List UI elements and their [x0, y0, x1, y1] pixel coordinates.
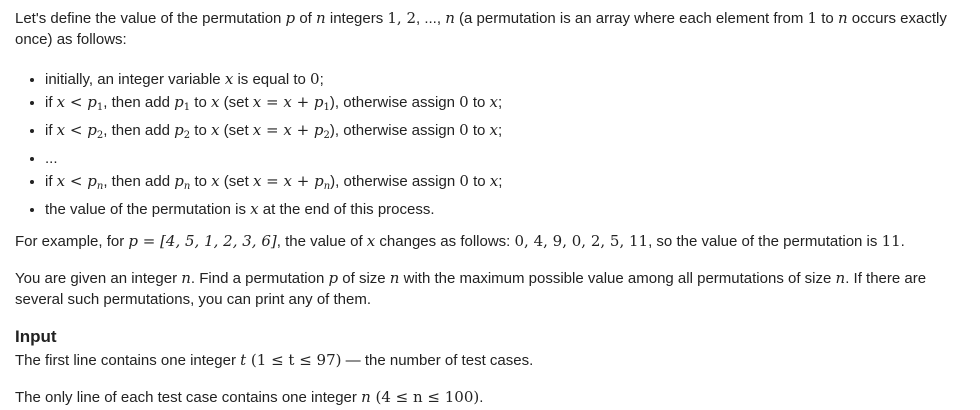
- example-paragraph: [15, 231, 970, 252]
- math-range: (4 ≤ n ≤ 100): [370, 388, 480, 406]
- text: , so the value of the permutation is: [648, 233, 882, 250]
- math-expression: x = x + p: [252, 172, 324, 190]
- text: occurs exactly once) as follows:: [15, 10, 947, 48]
- text: the value of the permutation is: [45, 201, 251, 218]
- text: You are given an integer: [15, 270, 182, 287]
- list-item: [45, 170, 970, 198]
- math-var: p: [87, 93, 97, 111]
- text: to: [190, 122, 211, 139]
- text: ;: [319, 71, 324, 88]
- text: to: [190, 94, 211, 111]
- text: The only line of each test case contains one integer: [15, 389, 362, 406]
- math-var: p: [285, 9, 296, 27]
- math-var: p: [87, 121, 97, 139]
- math-subscript: 1: [323, 102, 330, 113]
- math-var: x: [56, 172, 66, 190]
- math-expression: x = x + p: [252, 93, 324, 111]
- math-subscript: n: [323, 181, 331, 192]
- math-subscript: 2: [96, 130, 104, 141]
- text: (set: [219, 122, 253, 139]
- math-var: x: [250, 200, 259, 218]
- list-item: [45, 147, 970, 170]
- text: to: [468, 122, 490, 139]
- text: .: [479, 389, 484, 406]
- text: For example, for: [15, 233, 129, 250]
- list-item: [45, 119, 970, 147]
- math-var: x: [210, 93, 220, 111]
- list-item: [45, 91, 970, 119]
- text: . Find a permutation: [190, 270, 329, 287]
- math-subscript: n: [183, 181, 191, 192]
- list-item: [45, 68, 970, 91]
- math-subscript: 2: [323, 130, 330, 141]
- math-var: x: [489, 172, 499, 190]
- text: ;: [498, 173, 503, 190]
- math-expression: p = [4, 5, 1, 2, 3, 6]: [128, 232, 277, 250]
- input-line-2: [15, 387, 970, 408]
- math-var: x: [210, 121, 220, 139]
- text: , the value of: [276, 233, 367, 250]
- text: .: [900, 233, 905, 250]
- math-var: x: [366, 232, 376, 250]
- text: to: [468, 94, 490, 111]
- math-var: p: [174, 93, 184, 111]
- process-steps-list: [15, 68, 970, 221]
- text: The first line contains one integer: [15, 352, 241, 369]
- text: if: [45, 173, 57, 190]
- math-var: x: [489, 93, 499, 111]
- input-line-1: [15, 350, 970, 371]
- text: ;: [498, 94, 503, 111]
- text: changes as follows:: [375, 233, 515, 250]
- text: with the maximum possible value among all permutations of size: [399, 270, 836, 287]
- problem-statement: [15, 8, 970, 408]
- text: to: [468, 173, 490, 190]
- math-var: n: [445, 9, 455, 27]
- text: of size: [338, 270, 390, 287]
- text: integers: [325, 10, 388, 27]
- math-expression: x = x + p: [252, 121, 324, 139]
- list-item: [45, 198, 970, 221]
- math-var: p: [174, 121, 184, 139]
- text: , then add: [103, 94, 175, 111]
- text: if: [45, 94, 57, 111]
- text: Let's define the value of the permutation: [15, 10, 286, 27]
- math-op: <: [65, 121, 88, 139]
- text: , then add: [103, 122, 175, 139]
- input-heading: Input: [15, 327, 57, 346]
- text: if: [45, 122, 57, 139]
- text: initially, an integer variable: [45, 71, 225, 88]
- text: of: [295, 10, 317, 27]
- text: (set: [219, 173, 253, 190]
- ellipsis-text: ...: [45, 150, 58, 167]
- math-num: 11: [881, 232, 901, 250]
- math-var: p: [174, 172, 184, 190]
- math-var: t: [240, 351, 247, 369]
- math-subscript: 2: [183, 130, 191, 141]
- math-var: x: [56, 121, 66, 139]
- math-var: n: [835, 269, 846, 287]
- math-var: p: [328, 269, 339, 287]
- text: (a permutation is an array where each element from: [454, 10, 808, 27]
- text: is equal to: [233, 71, 311, 88]
- math-var: x: [224, 70, 234, 88]
- text: , ...,: [416, 10, 446, 27]
- math-num: 0: [459, 172, 469, 190]
- math-num: 0: [459, 93, 469, 111]
- math-var: n: [389, 269, 400, 287]
- math-var: x: [489, 121, 499, 139]
- math-sequence: 0, 4, 9, 0, 2, 5, 11: [514, 232, 649, 250]
- text: , then add: [103, 173, 175, 190]
- math-range: (1 ≤ t ≤ 97): [246, 351, 342, 369]
- math-var: x: [211, 172, 220, 190]
- intro-paragraph: [15, 8, 970, 50]
- text: to: [190, 173, 212, 190]
- math-var: n: [316, 9, 326, 27]
- math-subscript: 1: [183, 102, 191, 113]
- task-paragraph: [15, 268, 970, 310]
- math-var: p: [87, 172, 97, 190]
- math-op: <: [65, 172, 88, 190]
- math-subscript: n: [96, 181, 104, 192]
- math-var: x: [56, 93, 66, 111]
- math-subscript: 1: [96, 102, 104, 113]
- text: ), otherwise assign: [329, 122, 460, 139]
- math-num: 1: [807, 9, 818, 27]
- text: to: [817, 10, 838, 27]
- math-var: n: [181, 269, 191, 287]
- math-num: 0: [310, 70, 320, 88]
- math-op: <: [65, 93, 88, 111]
- text: . If there are several such permutations, you can print any of them.: [15, 270, 927, 308]
- text: ), otherwise assign: [330, 173, 460, 190]
- text: — the number of test cases.: [341, 352, 534, 369]
- text: ;: [498, 122, 503, 139]
- math-num: 0: [459, 121, 469, 139]
- text: ), otherwise assign: [329, 94, 460, 111]
- text: (set: [219, 94, 253, 111]
- math-var: n: [837, 9, 848, 27]
- math-num: 1, 2: [387, 9, 417, 27]
- text: at the end of this process.: [258, 201, 435, 218]
- math-var: n: [361, 388, 371, 406]
